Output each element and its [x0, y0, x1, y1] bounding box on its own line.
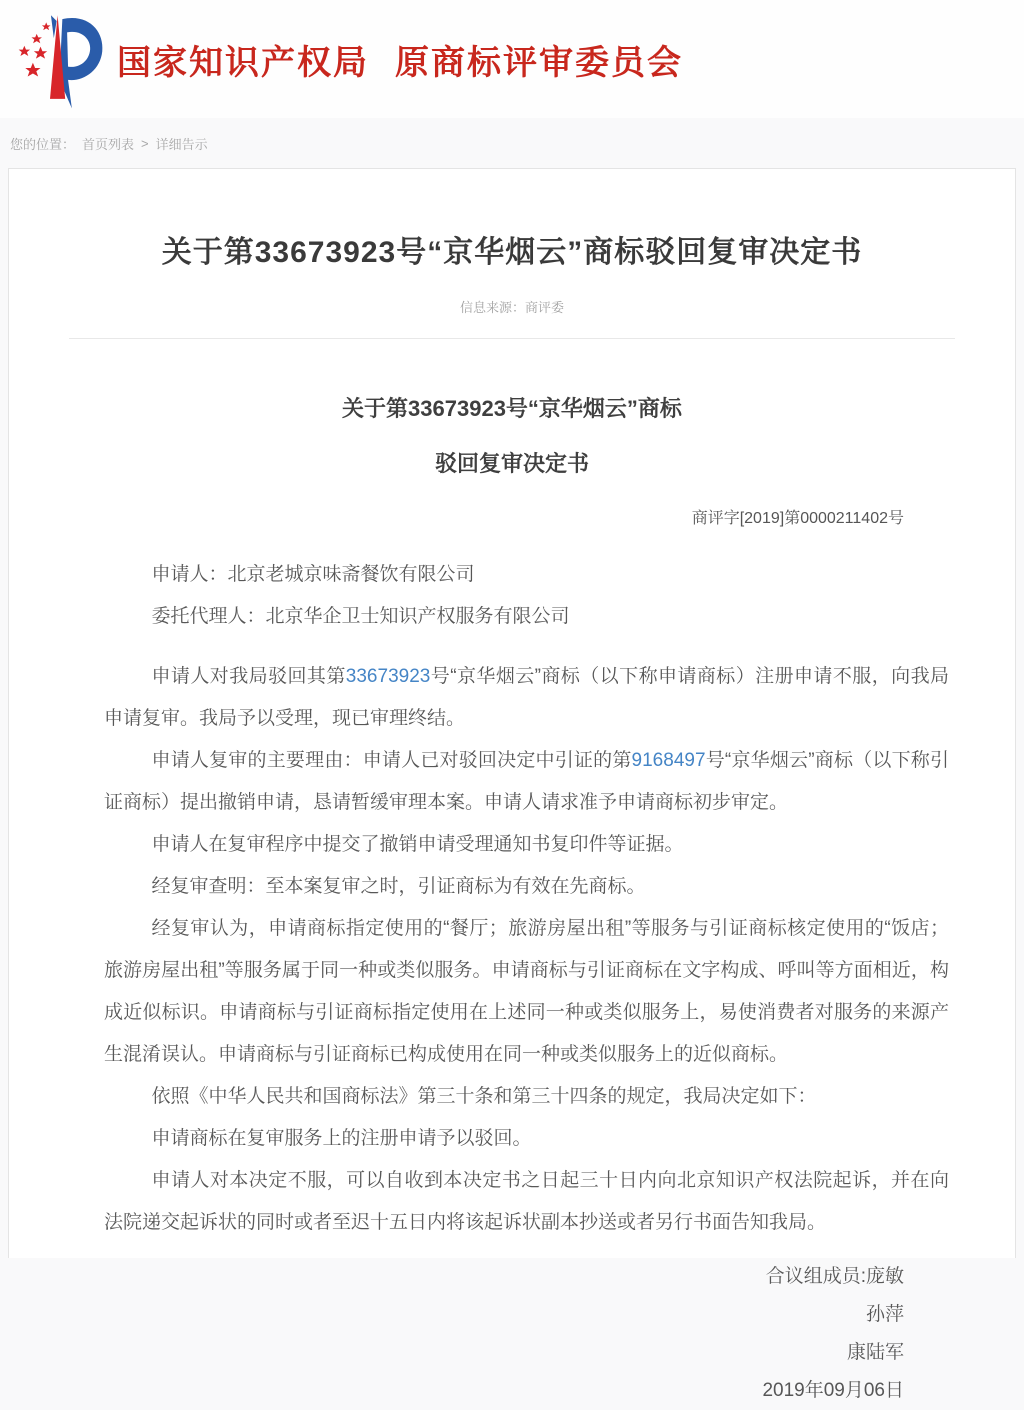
breadcrumb-home-list[interactable]: 首页列表: [82, 136, 135, 152]
document-body: [9, 528, 1015, 1410]
document-title-line1: 关于第33673923号“京华烟云”商标: [342, 396, 682, 421]
cnipa-logo-icon: [12, 11, 107, 107]
paragraph-1: 申请人对我局驳回其第33673923号“京华烟云”商标（以下称申请商标）注册申请不服，向我局申请复审。我局予以受理，现已审理终结。: [104, 666, 949, 729]
paragraph-5: 经复审认为，申请商标指定使用的“餐厅；旅游房屋出租”等服务与引证商标核定使用的“饭店；旅游房屋出租”等服务属于同一种或类似服务。申请商标与引证商标在文字构成、呼叫等方面相近，构成近似标识。申请商标与引证商标指定使用在上述同一种或类似服务上，易使消费者对服务的来源产生混淆误认。申请商标与引证商标已构成使用在同一种或类似服务上的近似商标。: [104, 918, 949, 1065]
applicant-line: 申请人：北京老城京味斋餐饮有限公司: [151, 564, 475, 585]
title-divider: [69, 338, 955, 339]
signature-block: [104, 1258, 949, 1410]
cited-trademark-number-link[interactable]: 9168497: [631, 750, 706, 771]
page-title: 关于第33673923号“京华烟云”商标驳回复审决定书: [161, 236, 863, 269]
org-name-secondary: 原商标评审委员会: [395, 43, 683, 82]
paragraph-4: 经复审查明：至本案复审之时，引证商标为有效在先商标。: [151, 876, 646, 897]
document-title-line2: 驳回复审决定书: [434, 451, 589, 476]
paragraph-2: 申请人复审的主要理由：申请人已对驳回决定中引证的第9168497号“京华烟云”商标（以下称引证商标）提出撤销申请，恳请暂缓审理本案。申请人请求准予申请商标初步审定。: [104, 750, 949, 813]
paragraph-3: 申请人在复审程序中提交了撤销申请受理通知书复印件等证据。: [151, 834, 684, 855]
info-source: 信息来源：商评委: [459, 300, 564, 315]
site-header: [0, 0, 1024, 118]
paragraph-6: 依照《中华人民共和国商标法》第三十条和第三十四条的规定，我局决定如下：: [151, 1086, 817, 1107]
site-title: [117, 35, 683, 84]
breadcrumb-label: 您的位置：: [10, 136, 76, 152]
breadcrumb-detail-notice[interactable]: 详细告示: [155, 136, 208, 152]
logo-stars: [19, 22, 51, 76]
panel-member-1: 合议组成员:庞敏: [765, 1266, 904, 1287]
paragraph-8: 申请人对本决定不服，可以自收到本决定书之日起三十日内向北京知识产权法院起诉，并在向法院递交起诉状的同时或者至迟十五日内将该起诉状副本抄送或者另行书面告知我局。: [104, 1170, 949, 1233]
org-name-primary: 国家知识产权局: [117, 43, 369, 82]
party-info: [104, 554, 949, 638]
agent-line: 委托代理人：北京华企卫士知识产权服务有限公司: [151, 606, 570, 627]
paragraph-7: 申请商标在复审服务上的注册申请予以驳回。: [151, 1128, 532, 1149]
document-number: 商评字[2019]第0000211402号: [691, 510, 904, 527]
breadcrumb-separator: >: [141, 135, 149, 151]
content-panel: [8, 168, 1016, 1401]
trademark-number-link[interactable]: 33673923: [345, 666, 431, 687]
breadcrumb: [0, 118, 1024, 168]
panel-member-2: 孙萍: [865, 1304, 904, 1325]
document-title: [9, 381, 1015, 491]
decision-date: 2019年09月06日: [762, 1380, 904, 1401]
panel-member-3: 康陆军: [846, 1342, 904, 1363]
